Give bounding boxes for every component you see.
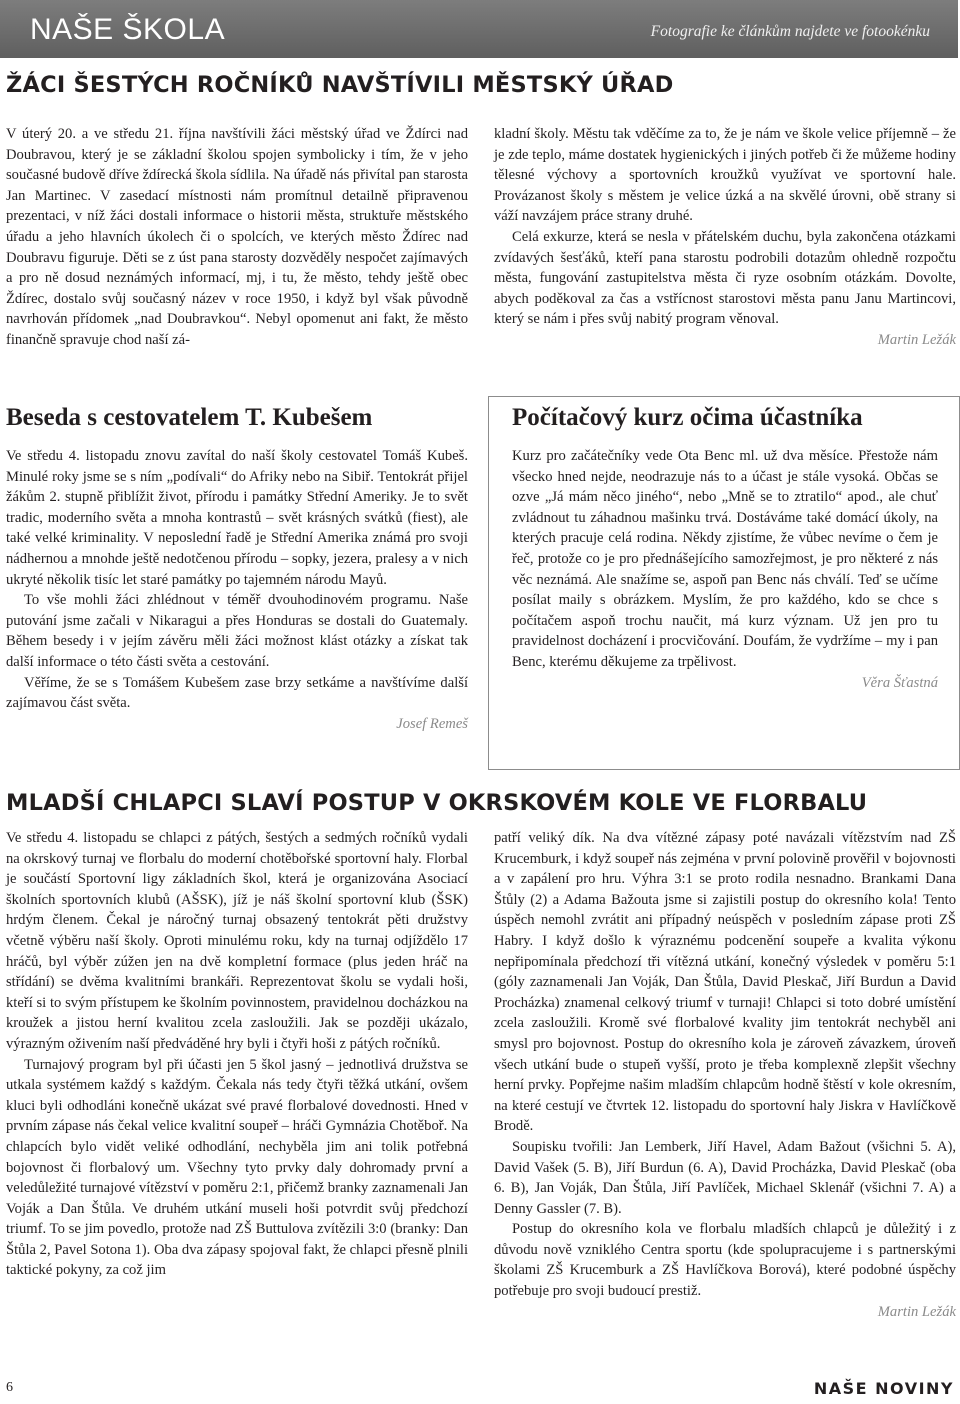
photo-note: Fotografie ke článkům najdete ve fotookénku <box>650 23 930 40</box>
paragraph: Ve středu 4. listopadu se chlapci z pátých, šestých a sedmých ročníků vydali na okrskový turnaj ve florbalu do moderní chotěbořské sportovní haly. Florbal je součástí Sportovní ligy základních škol, která je organizována Asociací školních sportovních klubů (AŠSK), jíž je náš školní sportovní klub (ŠSK) hrdým členem. Čekal je náročný turnaj obsazený tentokrát pěti družstvy včetně výběru naší školy. Oproti minulému roku, kdy na turnaj odjíždělo 17 hráčů, byl výběr zúžen jen na dvě kompletní formace (plus jeden hráč na střídání) se dvěma kvalitními brankáři. Reprezentovat školu se vydali hoši, kteří si to svým přístupem ke školním povinnostem, pravidelnou docházkou na kroužek a jistou herní kvalitou zcela zasloužili. Jak se později ukázalo, výrazným oživením naší předváděné hry byli i čtyři hoši z pátých ročníků. <box>6 830 468 1052</box>
paragraph: Kurz pro začátečníky vede Ota Benc ml. už dva měsíce. Přestože nám všecko hned nejde, neodrazuje nás to a účast je stále vysoká. Občas se ozve „Já mám něco jiného“, nebo „Mně se to ztratilo“ apod., ale chuť zvládnout tu záhadnou mašinku trvá. Dostáváme také domácí úkoly, na kterých pracuje celá rodina. Někdy zjistíme, že vůbec nevíme o čem je řeč, protože co je pro přednášejícího samozřejmost, je pro některé z nás věc neznámá. Ale snažíme se, aspoň pan Benc nás chválí. Teď se učíme posílat maily s obrázkem. Myslím, že pro každého, kdo se chce s počítačem aspoň trochu naučit, má kurz význam. Už jen pro tu pravidelnost docházení i procvičování. Doufám, že vydržíme – my i pan Benc, kterému děkujeme za trpělivost. <box>512 448 938 670</box>
paragraph: kladní školy. Městu tak vděčíme za to, že je nám ve škole velice příjemně – že je zde teplo, máme dostatek hygienických i jiných potřeb či že můžeme hodiny tělesné výchovy a sportovních kroužků využívat ve sportovní hale. Provázanost školy s městem je velice úzká a na skvělé úrovni, obě strany si váží navzájem práce strany druhé. <box>494 126 956 225</box>
author-signature: Martin Ležák <box>877 1303 956 1320</box>
paragraph: To vše mohli žáci zhlédnout v téměř dvouhodinovém programu. Naše putování jsme začali v Nikaragui a přes Honduras se dostali do Guatemaly. Během besedy i v jejím závěru měli žáci možnost klást otázky a získat tak další informace o této části světa a cestování. <box>6 592 468 670</box>
paragraph: Turnajový program byl při účasti jen 5 škol jasný – jednotlivá družstva se utkala systémem každý s každým. Čekala nás tedy čtyři těžká utkání, ovšem kluci byli odhodláni konečně ukázat své pravé florbalové dovednosti. Hned v prvním zápase nás čekal velice kvalitní soupeř – hráči Gymnázia Chotěboř. Na chlapcích bylo vidět veliké odhodlání, nechyběla jim ani tolik potřebná bojovnost či florbalový um. Všechny tyto prvky daly dohromady první a veledůležité turnajové vítězství v poměru 2:1, přičemž branky zaznamenali Jan Voják a Dan Štůla. Ve druhém utkání museli hoši potvrdit svůj předchozí triumf. To se jim povedlo, protože nad ZŠ Buttulova zvítězili 3:0 (branky: Dan Štůla 2, Pavel Sotona 1). Oba dva zápasy spojoval fakt, že chlapci přesně plnili taktické pokyny, za což jim <box>6 1056 469 1279</box>
section-title: NAŠE ŠKOLA <box>30 13 226 46</box>
author-signature: Martin Ležák <box>877 331 956 348</box>
article-title-beseda: Beseda s cestovatelem T. Kubešem <box>6 404 373 431</box>
paragraph: patří veliký dík. Na dva vítězné zápasy poté navázali vítězstvím nad ZŠ Krucemburk, i když soupeř nás zejména v první polovině prověřil v bojovnosti a v zapálení pro hru. Výhra 3:1 se proto rodila nesnadno. Brankami Dana Štůly (2) a Adama Bažouta jsme si zajistili postup do okresního kola! Tento úspěch nemohl zvrátit ani případný neúspěch v posledním zápase proti ZŠ Habry. I když došlo k výraznému podcenění soupeře a kvalita výkonu nepřipomínala předchozí tři vítězná utkání, konečný výsledek v poměru 5:1 (góly zaznamenali Jan Voják, Dan Štůla, David Pleskač, Jiří Burdun a David Procházka) znamenal celkový triumf v turnaji! Chlapci si toto dobré umístění zcela zasloužili. Kromě své florbalové kvality jim tentokrát nechyběl ani smysl pro bojovnost. Postup do okresního kola je zároveň závazkem, úroveň všech utkání bude o stupeň vyšší, proto je třeba komplexně zlepšit všechny herní prvky. Popřejme našim mladším chlapcům hodně štěstí v kole okresním, na které cestují ve čtvrtek 12. listopadu do sportovní haly Jiskra v Havlíčkově Brodě. <box>494 830 956 1135</box>
paragraph: Ve středu 4. listopadu znovu zavítal do naší školy cestovatel Tomáš Kubeš. Minulé roky jsme se s ním „podívali“ do Afriky nebo na Sibiř. Tentokrát přijel žákům 2. stupně přiblížit život, přírodu i památky Střední Ameriky. Je to svět tradic, moderního světa a mnoha kontrastů – svět krásných svátků (fiest), ale také velké kriminality. V neposlední řadě je Střední Amerika známá pro svoji nádhernou a mnohde ještě nedotčenou přírodu – sopky, jezera, pralesy a v nich ukryté několik tisíc let staré památky po tajemném národu Mayů. <box>6 448 468 588</box>
article-body-florbal-left <box>6 828 468 1281</box>
article-title-pocitacovy-kurz: Počítačový kurz očima účastníka <box>512 404 863 431</box>
article-title-florbal: MLADŠÍ CHLAPCI SLAVÍ POSTUP V OKRSKOVÉM KOLE VE FLORBALU <box>6 790 868 816</box>
page-header <box>0 0 958 58</box>
paragraph: Celá exkurze, která se nesla v přátelském duchu, byla zakončena otázkami zvídavých šesťáků, kteří pana starostu podrobili dotazům ohledně rozpočtu města, fungování zastupitelstva města či ryze osobním otázkám. Dovolte, abych poděkoval za čas a vstřícnost starostovi města panu Janu Martincovi, který se nám i přes svůj nabitý program věnoval. <box>494 228 956 328</box>
paragraph: Postup do okresního kola ve florbalu mladších chlapců je důležitý i z důvodu nově vzniklého Centra sportu (kde spolupracujeme i s partnerskými školami ZŠ Krucemburk a ZŠ Havlíčkova Borová), které podobné úspěchy potřebuje pro svoji budoucí prestiž. <box>494 1221 956 1300</box>
article-body-pocitacovy-kurz <box>512 446 938 693</box>
article-body-mestsky-urad-left <box>6 124 468 351</box>
paragraph: Věříme, že se s Tomášem Kubešem zase brzy setkáme a navštívíme další zajímavou část světa. <box>6 674 468 712</box>
newspaper-brand: NAŠE NOVINY <box>813 1379 954 1398</box>
author-signature: Věra Šťastná <box>861 674 938 691</box>
paragraph: V úterý 20. a ve středu 21. října navštívili žáci městský úřad ve Ždírci nad Doubravou, který je se základní školou spojen symbolicky i tím, že v jeho současné budově dříve ždírecká škola sídlila. Na úřadě nás přivítal pan starosta Jan Martinec. V zasedací místnosti nám promítnul detailně připravenou prezentaci, v níž žáci dostali informace o historii města, struktuře městského úřadu a jeho hlavních úkolech či o spolcích, ve kterých město Ždírec nad Doubravu figuruje. Děti se z úst pana starosty dozvěděly nespočet zajímavých a pro ně dosud neznámých informací, mj, i tu, že město, tehdy ještě obec Ždírec, dostalo svůj současný název v roce 1950, i když byl však původně navrhován přídomek „nad Doubravkou“. Nebyl opomenut ani fakt, že město finančně spravuje chod naší zá- <box>6 126 468 348</box>
page-number: 6 <box>6 1380 13 1395</box>
article-body-mestsky-urad-right <box>494 124 956 351</box>
article-body-florbal-right <box>494 828 956 1322</box>
paragraph: Soupisku tvořili: Jan Lemberk, Jiří Havel, Adam Bažout (všichni 5. A), David Vašek (5. B), Jiří Burdun (6. A), David Procházka, David Pleskač (oba 6. B), Jan Voják, Dan Štůla, Jiří Pavlíček, Michael Sklenář (všichni 7. A) a Denny Gassler (7. B). <box>494 1138 956 1217</box>
article-title-mestsky-urad: ŽÁCI ŠESTÝCH ROČNÍKŮ NAVŠTÍVILI MĚSTSKÝ ÚŘAD <box>6 72 674 98</box>
article-body-beseda <box>6 446 468 734</box>
author-signature: Josef Remeš <box>396 715 468 732</box>
